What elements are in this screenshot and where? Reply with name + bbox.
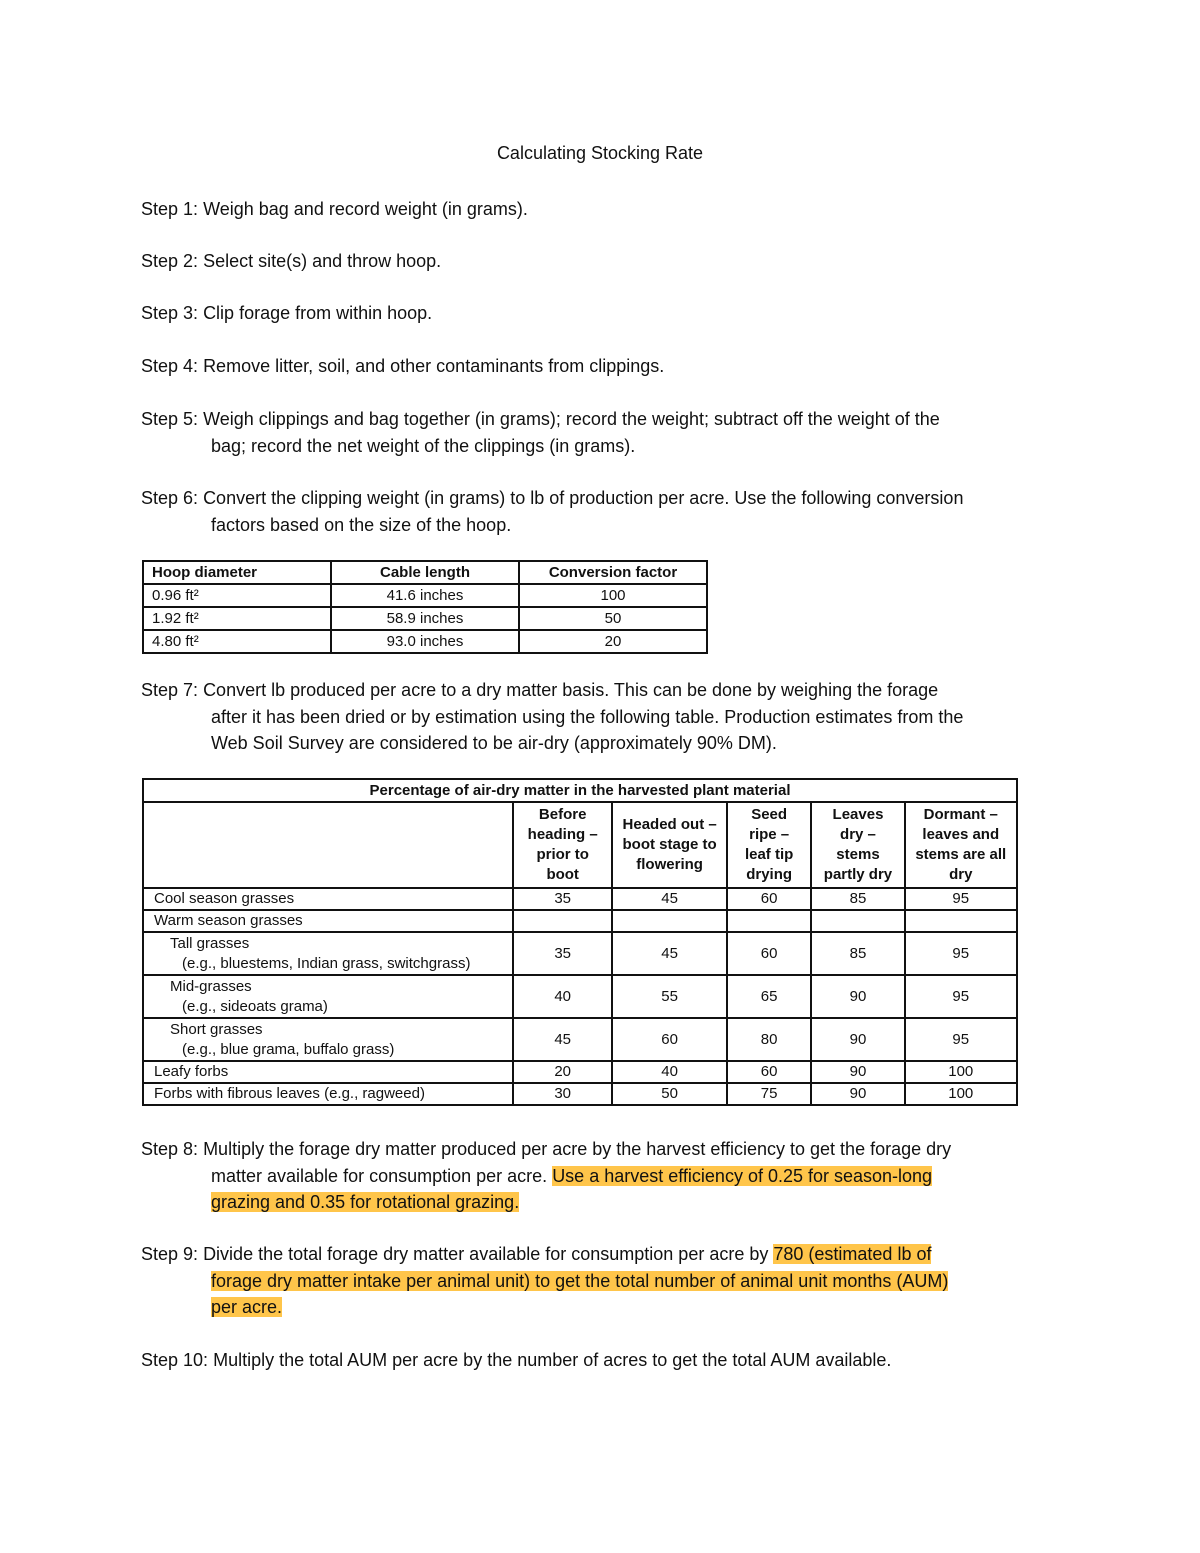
- table-cell: 55: [612, 975, 726, 1018]
- column-header: Seed ripe – leaf tip drying: [727, 802, 812, 888]
- table-cell: 4.80 ft²: [143, 630, 331, 653]
- table-cell: 1.92 ft²: [143, 607, 331, 630]
- table-cell: 20: [519, 630, 707, 653]
- table-cell: 0.96 ft²: [143, 584, 331, 607]
- hoop-conversion-table: [142, 560, 708, 654]
- row-label: [143, 932, 513, 975]
- step-text: Multiply the forage dry matter produced per acre by the harvest efficiency to get the forage dry: [203, 1139, 952, 1159]
- step-4: [141, 353, 1061, 380]
- table-header-row: [143, 802, 1017, 888]
- table-cell: 40: [513, 975, 612, 1018]
- row-label: Warm season grasses: [143, 910, 513, 932]
- step-text: Weigh bag and record weight (in grams).: [203, 199, 528, 219]
- table-cell: 60: [727, 888, 812, 910]
- table-row: [143, 888, 1017, 910]
- step-label: Step 8:: [141, 1139, 199, 1159]
- step-text-plain: matter available for consumption per acre.: [211, 1165, 548, 1186]
- column-header: Conversion factor: [519, 561, 707, 584]
- row-label: Forbs with fibrous leaves (e.g., ragweed): [143, 1083, 513, 1105]
- table-cell: 90: [811, 1083, 904, 1105]
- table-row: [143, 975, 1017, 1018]
- step-text: Weigh clippings and bag together (in grams); record the weight; subtract off the weight of the: [203, 409, 940, 429]
- table-cell: 85: [811, 888, 904, 910]
- table-cell: 100: [905, 1061, 1017, 1083]
- step-label: Step 10:: [141, 1350, 209, 1370]
- table-cell: 75: [727, 1083, 812, 1105]
- step-text-continued: factors based on the size of the hoop.: [211, 514, 512, 535]
- table-row: [143, 630, 707, 653]
- row-label: Cool season grasses: [143, 888, 513, 910]
- table-cell: 95: [905, 975, 1017, 1018]
- step-label: Step 7:: [141, 680, 199, 700]
- table-cell: 60: [612, 1018, 726, 1061]
- step-9: [141, 1241, 1061, 1321]
- table-cell: 90: [811, 1061, 904, 1083]
- step-text: Select site(s) and throw hoop.: [203, 251, 442, 271]
- table-cell: 93.0 inches: [331, 630, 519, 653]
- table-cell: 90: [811, 975, 904, 1018]
- table-row: [143, 932, 1017, 975]
- table-row: [143, 910, 1017, 932]
- table-cell: 40: [612, 1061, 726, 1083]
- step-text-continued: bag; record the net weight of the clippings (in grams).: [211, 435, 636, 456]
- table-cell: 50: [519, 607, 707, 630]
- table-cell: 90: [811, 1018, 904, 1061]
- highlighted-text: Use a harvest efficiency of 0.25 for season-long: [552, 1165, 933, 1186]
- step-label: Step 1:: [141, 199, 199, 219]
- table-cell: 58.9 inches: [331, 607, 519, 630]
- row-label: Leafy forbs: [143, 1061, 513, 1083]
- table-cell: [905, 910, 1017, 932]
- table-cell: [513, 910, 612, 932]
- table-cell: 100: [519, 584, 707, 607]
- step-text-continued: [141, 1294, 1061, 1321]
- column-header: Headed out – boot stage to flowering: [612, 802, 726, 888]
- table-cell: 95: [905, 932, 1017, 975]
- table-cell: 60: [727, 1061, 812, 1083]
- step-text: Convert the clipping weight (in grams) to lb of production per acre. Use the following conversion: [203, 488, 964, 508]
- table-cell: 80: [727, 1018, 812, 1061]
- row-label-example: (e.g., bluestems, Indian grass, switchgrass): [182, 954, 471, 972]
- table-cell: 95: [905, 888, 1017, 910]
- highlighted-text: forage dry matter intake per animal unit) to get the total number of animal unit months (AUM): [211, 1270, 949, 1291]
- step-8: [141, 1136, 1061, 1216]
- column-header: Cable length: [331, 561, 519, 584]
- step-text-continued: [141, 1189, 1061, 1216]
- row-label: [143, 975, 513, 1018]
- row-label-main: Tall grasses: [170, 934, 250, 952]
- step-2: [141, 248, 1061, 275]
- table-caption-row: [143, 779, 1017, 802]
- table-row: [143, 1061, 1017, 1083]
- step-label: Step 6:: [141, 488, 199, 508]
- table-cell: 45: [612, 932, 726, 975]
- table-cell: 20: [513, 1061, 612, 1083]
- table-cell: 45: [513, 1018, 612, 1061]
- step-text: Convert lb produced per acre to a dry matter basis. This can be done by weighing the forage: [203, 680, 939, 700]
- step-label: Step 2:: [141, 251, 199, 271]
- table-cell: 65: [727, 975, 812, 1018]
- step-7: [141, 677, 1061, 757]
- table-cell: [811, 910, 904, 932]
- step-text: Remove litter, soil, and other contaminants from clippings.: [203, 356, 665, 376]
- table-cell: 45: [612, 888, 726, 910]
- step-text-plain: Divide the total forage dry matter available for consumption per acre by: [203, 1244, 769, 1264]
- row-label-main: Short grasses: [170, 1020, 263, 1038]
- row-label-main: Mid-grasses: [170, 977, 252, 995]
- dry-matter-table: [142, 778, 1018, 1106]
- table-cell: 35: [513, 932, 612, 975]
- table-cell: 50: [612, 1083, 726, 1105]
- highlighted-text: grazing and 0.35 for rotational grazing.: [211, 1192, 520, 1212]
- table-cell: 35: [513, 888, 612, 910]
- column-header: Hoop diameter: [143, 561, 331, 584]
- table-cell: 100: [905, 1083, 1017, 1105]
- step-text-continued: Web Soil Survey are considered to be air-dry (approximately 90% DM).: [211, 733, 777, 753]
- column-header: Dormant – leaves and stems are all dry: [905, 802, 1017, 888]
- step-5: [141, 406, 1061, 459]
- step-10: [141, 1347, 1061, 1374]
- step-6: [141, 485, 1061, 538]
- table-cell: [727, 910, 812, 932]
- step-1: [141, 196, 1061, 223]
- step-text: Multiply the total AUM per acre by the number of acres to get the total AUM available.: [213, 1350, 892, 1370]
- column-header-empty: [143, 802, 513, 888]
- column-header: Leaves dry – stems partly dry: [811, 802, 904, 888]
- row-label-example: (e.g., blue grama, buffalo grass): [182, 1040, 395, 1058]
- step-3: [141, 300, 1061, 327]
- step-label: Step 5:: [141, 409, 199, 429]
- document-title: Calculating Stocking Rate: [496, 143, 704, 163]
- step-text-continued: [141, 1163, 1061, 1190]
- table-cell: 85: [811, 932, 904, 975]
- step-text-continued: [141, 1268, 1061, 1295]
- step-label: Step 4:: [141, 356, 199, 376]
- step-label: Step 3:: [141, 303, 199, 323]
- table-cell: 60: [727, 932, 812, 975]
- table-cell: [612, 910, 726, 932]
- highlighted-text: per acre.: [211, 1297, 283, 1317]
- row-label: [143, 1018, 513, 1061]
- table-caption: Percentage of air-dry matter in the harvested plant material: [143, 779, 1017, 802]
- column-header: Before heading – prior to boot: [513, 802, 612, 888]
- step-label: Step 9:: [141, 1244, 199, 1264]
- table-row: [143, 584, 707, 607]
- row-label-example: (e.g., sideoats grama): [182, 997, 328, 1015]
- table-row: [143, 1083, 1017, 1105]
- table-cell: 41.6 inches: [331, 584, 519, 607]
- step-text-continued: after it has been dried or by estimation using the following table. Production estimates from the: [211, 706, 964, 727]
- table-cell: 95: [905, 1018, 1017, 1061]
- highlighted-text: 780 (estimated lb of: [773, 1244, 932, 1264]
- table-row: [143, 1018, 1017, 1061]
- table-header-row: [143, 561, 707, 584]
- step-text: Clip forage from within hoop.: [203, 303, 433, 323]
- table-cell: 30: [513, 1083, 612, 1105]
- table-row: [143, 607, 707, 630]
